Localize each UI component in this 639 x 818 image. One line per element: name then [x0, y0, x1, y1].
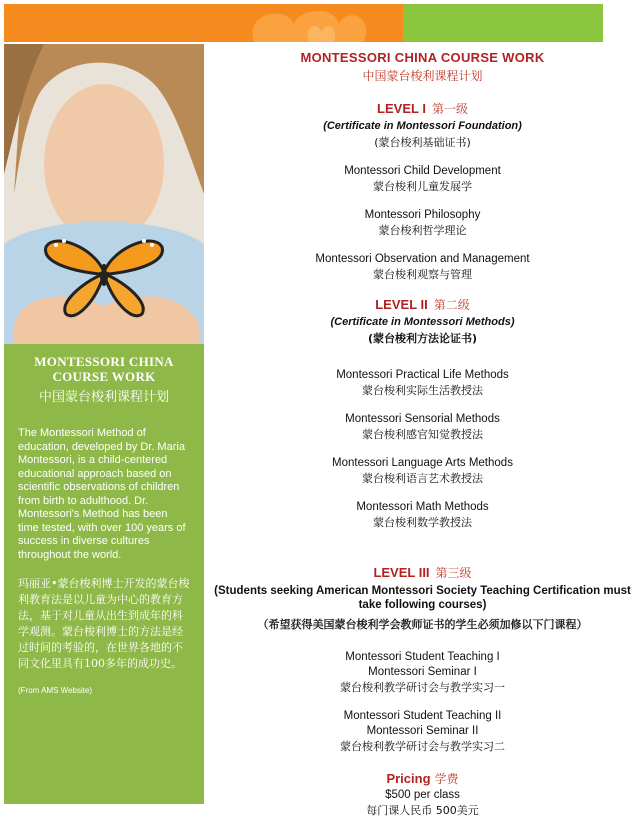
sidebar-description: The Montessori Method of education, developed by Dr. Maria Montessori, is a child-centered educational approach based on scientific observations of children from birth to adulthood. Dr. Montessori's Method has been time tested, with over 100 years of success in diverse cultures throughout the world.	[18, 427, 186, 561]
child-butterfly-photo	[4, 44, 204, 344]
level-1-heading	[206, 100, 639, 117]
level-3-section	[206, 564, 639, 754]
course-content	[206, 50, 639, 818]
course-item	[206, 208, 639, 238]
top-banner-green-segment	[403, 4, 603, 42]
course-name: Montessori Sensorial Methods	[345, 413, 500, 425]
level-1-section	[206, 100, 639, 282]
course-name-cn: 蒙台梭利感官知觉教授法	[362, 428, 483, 441]
sidebar-source: (From AMS Website)	[18, 686, 93, 695]
pricing-amount: $500 per class	[385, 789, 460, 801]
butterfly-silhouette-icon	[214, 4, 394, 42]
level-3-subtitle: (Students seeking American Montessori Society Teaching Certification must take following courses)	[214, 585, 631, 611]
course-name-cn: 蒙台梭利实际生活教授法	[362, 384, 483, 397]
course-item	[206, 368, 639, 398]
page-title: MONTESSORI CHINA COURSE WORK	[300, 50, 545, 65]
course-item	[206, 252, 639, 282]
course-name-cn: 蒙台梭利教学研讨会与教学实习二	[340, 740, 505, 753]
course-item	[206, 456, 639, 486]
course-name: Montessori Observation and Management	[315, 253, 530, 265]
sidebar-title-cn: 中国蒙台梭利课程计划	[38, 390, 169, 405]
course-name-cn: 蒙台梭利观察与管理	[373, 268, 472, 281]
course-item	[206, 500, 639, 530]
page-title-cn: 中国蒙台梭利课程计划	[362, 69, 483, 83]
level-1-label-cn: 第一级	[431, 102, 468, 116]
level-3-subtitle-cn: （希望获得美国蒙台梭利学会教师证书的学生必须加修以下门课程）	[257, 618, 588, 631]
pricing-section	[206, 770, 639, 818]
level-3-label: LEVEL III	[373, 565, 430, 580]
course-name-cn: 蒙台梭利数学教授法	[373, 516, 472, 529]
level-2-label-cn: 第二级	[433, 298, 470, 312]
course-name: Montessori Practical Life Methods	[336, 369, 509, 381]
pricing-label: Pricing	[386, 771, 431, 786]
level-1-subtitle-cn: (蒙台梭利基础证书)	[374, 136, 471, 149]
top-banner	[4, 4, 603, 42]
pricing-heading	[206, 770, 639, 787]
course-item	[206, 412, 639, 442]
course-item	[206, 164, 639, 194]
course-item	[206, 650, 639, 695]
course-name: Montessori Language Arts Methods	[332, 457, 513, 469]
level-3-heading	[206, 564, 639, 581]
sidebar-title: MONTESSORI CHINA COURSE WORK	[34, 354, 174, 384]
level-1-subtitle: (Certificate in Montessori Foundation)	[323, 120, 522, 132]
course-item	[206, 709, 639, 754]
course-name: Montessori Math Methods	[356, 501, 489, 513]
sidebar-description-cn: 玛丽亚•蒙台梭利博士开发的蒙台梭利教育法是以儿童为中心的教育方法，基于对儿童从出生到成年的科学观测。蒙台梭利博士的方法是经过时间的考验的，在世界各地的不同文化里具有100多年的成功史。	[18, 577, 190, 670]
level-2-heading	[206, 296, 639, 313]
course-name: Montessori Child Development	[344, 165, 501, 177]
level-3-label-cn: 第三级	[435, 566, 472, 580]
sidebar-panel	[4, 344, 204, 804]
level-2-subtitle: (Certificate in Montessori Methods)	[330, 316, 515, 328]
level-2-section	[206, 296, 639, 530]
course-name-secondary: Montessori Seminar I	[368, 666, 477, 678]
level-2-label: LEVEL II	[375, 297, 428, 312]
course-name-cn: 蒙台梭利教学研讨会与教学实习一	[340, 681, 505, 694]
course-name-cn: 蒙台梭利哲学理论	[378, 224, 467, 237]
pricing-amount-cn: 每门课人民币 500美元	[366, 804, 479, 817]
course-name: Montessori Student Teaching II	[343, 710, 502, 722]
course-name: Montessori Student Teaching I	[345, 651, 500, 663]
course-name-cn: 蒙台梭利儿童发展学	[373, 180, 472, 193]
level-2-subtitle-cn: (蒙台梭利方法论证书)	[367, 332, 478, 345]
level-1-label: LEVEL I	[377, 101, 426, 116]
course-name-secondary: Montessori Seminar II	[366, 725, 479, 737]
course-name: Montessori Philosophy	[364, 209, 481, 221]
pricing-label-cn: 学费	[434, 772, 459, 786]
course-name-cn: 蒙台梭利语言艺术教授法	[362, 472, 483, 485]
